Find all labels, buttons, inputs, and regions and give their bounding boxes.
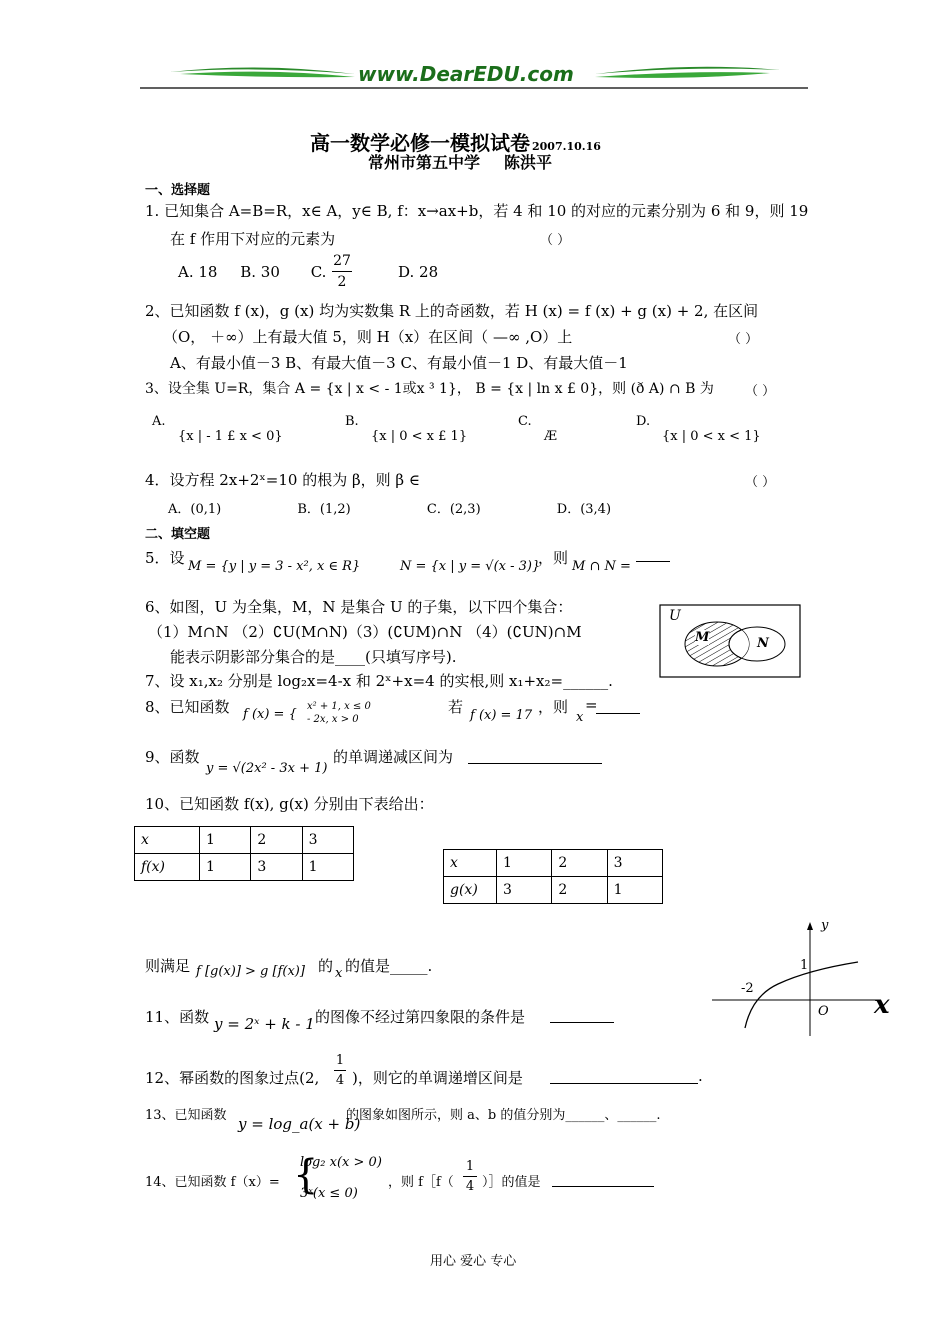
q2-options: A、有最小值－3 B、有最大值－3 C、有最小值－1 D、有最大值－1: [170, 354, 628, 372]
q8-piece2: - 2x, x > 0: [307, 714, 359, 725]
q11-prefix: 11、函数: [145, 1008, 210, 1026]
q1-frac-num: 27: [333, 253, 351, 269]
q2-paren: （ ）: [728, 332, 759, 347]
q3-opt-c-set: Æ: [544, 429, 558, 444]
school: 常州市第五中学: [368, 153, 481, 172]
section2-heading: 二、填空题: [145, 527, 211, 542]
table-cell: g(x): [444, 877, 497, 904]
title-date: 2007.10.16: [532, 140, 601, 153]
q1-line1: 1. 已知集合 A=B=R，x∈ A，y∈ B, f：x→ax+b，若 4 和 10 的对应的元素分别为 6 和 9，则 19: [145, 202, 809, 220]
q1-options: [178, 263, 326, 281]
table-g-header: [444, 850, 663, 877]
q3-opt-b: B. {x | 0 < x £ 1}: [345, 414, 468, 444]
q1-opt-b: B. 30: [240, 263, 280, 281]
q12-frac-den: 4: [335, 1073, 345, 1088]
q2-line2: （O， ＋∞）上有最大值 5，则 H（x）在区间（ —∞ ,O）上: [163, 328, 573, 346]
q8-prefix: 8、已知函数: [145, 698, 230, 716]
q6-line3: 能表示阴影部分集合的是____(只填写序号).: [170, 648, 457, 666]
venn-n-label: N: [757, 636, 769, 651]
q8-piece1: x² + 1, x ≤ 0: [307, 701, 371, 712]
table-cell: x: [444, 850, 497, 877]
q2-line1: 2、已知函数 f (x)，g (x) 均为实数集 R 上的奇函数，若 H (x) = f (x) + g (x) + 2, 在区间: [145, 302, 759, 320]
table-cell: 2: [552, 850, 607, 877]
q14-answer-blank[interactable]: [552, 1185, 654, 1187]
table-f-row: [135, 854, 354, 881]
q14-mid: ，则 f［f（: [388, 1175, 454, 1190]
venn-m-label: M: [695, 630, 710, 645]
q10-cond-prefix: 则满足: [145, 957, 191, 975]
q8-var: x: [576, 710, 584, 725]
title-main: 高一数学必修一模拟试卷: [310, 131, 530, 155]
table-f: [134, 826, 354, 881]
q1-opt-c: C.: [310, 263, 327, 281]
q4-line1: 4．设方程 2x+2ˣ=10 的根为 β，则 β ∈: [145, 471, 420, 489]
graph-axes-icon: [708, 918, 898, 1038]
q12-answer-blank[interactable]: [550, 1082, 698, 1084]
q14-frac-num: 1: [465, 1159, 475, 1174]
q3-opt-b-set: {x | 0 < x £ 1}: [371, 429, 468, 444]
log-graph: [708, 918, 898, 1038]
table-cell: 1: [200, 854, 251, 881]
venn-u-label: U: [669, 608, 681, 624]
q10-cond-var: x: [335, 966, 343, 981]
table-cell: 1: [497, 850, 552, 877]
table-cell: 3: [251, 854, 302, 881]
q5-set-n: N = {x | y = √(x - 3)}: [400, 559, 541, 574]
table-cell: x: [135, 827, 200, 854]
table-cell: 2: [552, 877, 607, 904]
site-logo: www.DearEDU.com: [358, 62, 574, 86]
q12-tail: )，则它的单调递增区间是: [352, 1069, 523, 1087]
q13-fn: y = log_a(x + b): [238, 1115, 361, 1133]
q11-answer-blank[interactable]: [550, 1021, 614, 1023]
q14-tail: ）］的值是: [482, 1175, 541, 1190]
table-f-header: [135, 827, 354, 854]
table-g: [443, 849, 663, 904]
graph-one-label: 1: [800, 958, 809, 973]
q5-expr: M ∩ N =: [572, 559, 631, 574]
q3-opt-a-set: {x | - 1 £ x < 0}: [178, 429, 283, 444]
q8-cond: f (x) = 17: [470, 708, 533, 723]
q6-line1: 6、如图，U 为全集，M，N 是集合 U 的子集，以下四个集合：: [145, 598, 573, 616]
q9-fn: y = √(2x² - 3x + 1): [206, 761, 328, 776]
q12-period: .: [698, 1067, 703, 1085]
table-cell: 3: [497, 877, 552, 904]
q8-eq: =: [585, 696, 598, 714]
q12-prefix: 12、幂函数的图象过点(2,: [145, 1069, 320, 1087]
q1-opt-d: D. 28: [398, 263, 439, 281]
q14-piece2: 3ˣ(x ≤ 0): [300, 1186, 358, 1201]
table-cell: 3: [607, 850, 662, 877]
q4-opt-d: D．(3,4): [556, 502, 612, 517]
q14-piece1: log₂ x(x > 0): [300, 1155, 382, 1170]
q10-cond-tail: 的值是_____.: [345, 957, 433, 975]
q3-paren: （ ）: [745, 384, 776, 399]
q8-answer-blank[interactable]: [596, 712, 640, 714]
q12-frac-num: 1: [335, 1053, 345, 1068]
q3-opt-a: A. {x | - 1 £ x < 0}: [152, 414, 283, 444]
author: 陈洪平: [504, 153, 553, 172]
q3-opt-d-set: {x | 0 < x < 1}: [662, 429, 761, 444]
q9-answer-blank[interactable]: [468, 762, 602, 764]
q3-opt-c: C. Æ: [518, 414, 558, 444]
q14-brace: {: [293, 1152, 319, 1198]
q8-tail: ，则: [538, 698, 569, 716]
table-cell: 1: [200, 827, 251, 854]
graph-neg2-label: -2: [741, 981, 754, 996]
q10-cond: f [g(x)] > g [f(x)]: [196, 964, 305, 979]
header-banner: [140, 60, 808, 90]
venn-diagram: [659, 604, 801, 678]
q11-fn: y = 2ˣ + k - 1: [214, 1015, 315, 1033]
q8-fx: f (x) = {: [243, 707, 297, 722]
q4-opt-a: A．(0,1): [168, 502, 222, 517]
table-cell: 1: [607, 877, 662, 904]
q9-prefix: 9、函数: [145, 748, 200, 766]
q13-tail: 的图象如图所示，则 a、b 的值分别为______、______.: [346, 1108, 661, 1123]
q14-frac: [463, 1158, 477, 1195]
q6-line2: （1）M∩N （2）∁U(M∩N)（3）(∁UM)∩N （4）(∁UN)∩M: [148, 623, 582, 641]
q1-frac-den: 2: [337, 274, 347, 290]
q3-opt-d: D. {x | 0 < x < 1}: [636, 414, 761, 444]
q10-line1: 10、已知函数 f(x), g(x) 分别由下表给出：: [145, 795, 434, 813]
q1-line2: 在 f 作用下对应的元素为: [170, 230, 336, 248]
q13-prefix: 13、已知函数: [145, 1108, 227, 1123]
q5-prefix: 5．设: [145, 549, 185, 567]
q5-answer-blank[interactable]: [636, 560, 670, 562]
q4-opt-b: B．(1,2): [297, 502, 351, 517]
q7-line: 7、设 x₁,x₂ 分别是 log₂x=4-x 和 2ˣ+x=4 的实根,则 x₁+x₂=______.: [145, 672, 613, 690]
q4-paren: （ ）: [745, 475, 776, 490]
q1-paren: （ ）: [540, 233, 571, 248]
graph-origin-label: O: [818, 1004, 829, 1019]
q12-frac: [334, 1052, 346, 1089]
footer: 用心 爱心 专心: [430, 1254, 517, 1269]
q14-frac-den: 4: [465, 1179, 475, 1194]
q8-mid: 若: [448, 698, 464, 716]
q10-cond-mid: 的: [318, 957, 334, 975]
q14-prefix: 14、已知函数 f（x）=: [145, 1175, 280, 1190]
school-author: [368, 150, 552, 173]
q11-tail: 的图像不经过第四象限的条件是: [315, 1008, 526, 1026]
q4-opt-c: C．(2,3): [426, 502, 481, 517]
table-cell: 2: [251, 827, 302, 854]
table-cell: f(x): [135, 854, 200, 881]
q1-opt-a: A. 18: [178, 263, 218, 281]
q5-set-m: M = {y | y = 3 - x², x ∈ R}: [188, 559, 361, 574]
table-cell: 1: [302, 854, 353, 881]
q5-tail: ，则: [538, 549, 569, 567]
graph-y-label: y: [821, 918, 829, 933]
q1-frac: [332, 252, 352, 291]
q9-tail: 的单调递减区间为: [333, 748, 454, 766]
section1-heading: 一、选择题: [145, 183, 211, 198]
graph-x-label: x: [874, 990, 890, 1020]
q4-options: [168, 498, 611, 517]
q3-line1: 3、设全集 U=R，集合 A = {x | x < - 1或x ³ 1}， B = {x | ln x £ 0}，则 (ð A) ∩ B 为: [145, 381, 714, 397]
table-g-row: [444, 877, 663, 904]
table-cell: 3: [302, 827, 353, 854]
